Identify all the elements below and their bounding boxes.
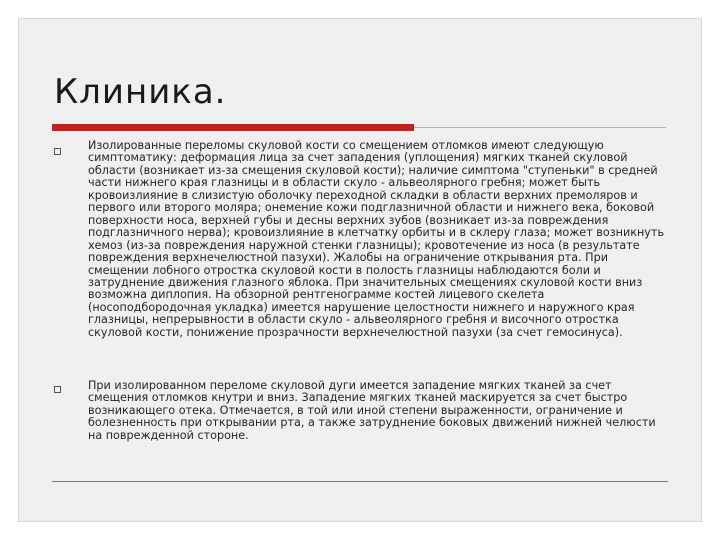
title-divider-line xyxy=(414,127,666,128)
slide-border-bottom xyxy=(0,522,720,540)
bullet-paragraph-1: Изолированные переломы скуловой кости со смещением отломков имеют следующую симптоматику: деформация лица за счет западения (уплощения) мягких тканей скуловой области (возникает из-за смещения скуловой кости); наличие симптома "ступеньки" в средней части нижнего края глазницы и в области скуло - альвеолярного гребня; может быть кровоизлияние в слизистую оболочку переходной складки в области верхних премоляров и первого или второго моляра; онемение кожи подглазничной области и нижнего века, боковой поверхности носа, верхней губы и десны верхних зубов (возникает из-за повреждения подглазничного нерва); кровоизлияние в клетчатку орбиты и в склеру глаза; может возникнуть хемоз (из-за повреждения наружной стенки глазницы); кровотечение из носа (в результате повреждения верхнечелюстной пазухи). Жалобы на ограничение открывания рта. При смещении лобного отростка скуловой кости в полость глазницы наблюдаются боли и затруднение движения глазного яблока. При значительных смещениях скуловой кости вниз возможна диплопия. На обзорной рентгенограмме костей лицевого скелета (носоподбородочная укладка) имеется нарушение целостности нижнего и наружного края глазницы, непрерывности в области скуло - альвеолярного гребня и височного отростка скуловой кости, понижение прозрачности верхнечелюстной пазухи (за счет гемосинуса). xyxy=(88,139,665,339)
bullet-paragraph-2: При изолированном переломе скуловой дуги имеется западение мягких тканей за счет смещения отломков кнутри и вниз. Западение мягких тканей маскируется за счет быстро возникающего отека. Отмечается, в той или иной степени выраженности, ограничение и болезненность при открывании рта, а также затруднение боковых движений нижней челюсти на поврежденной стороне. xyxy=(88,379,656,442)
title-accent-bar xyxy=(52,124,414,131)
slide-border-top xyxy=(0,0,720,18)
hollow-square-bullet-icon xyxy=(54,386,61,393)
footer-divider-line xyxy=(52,481,668,482)
slide-border-right xyxy=(702,0,720,540)
slide-title: Клиника. xyxy=(54,72,227,112)
slide-border-left xyxy=(0,0,18,540)
hollow-square-bullet-icon xyxy=(54,148,61,155)
